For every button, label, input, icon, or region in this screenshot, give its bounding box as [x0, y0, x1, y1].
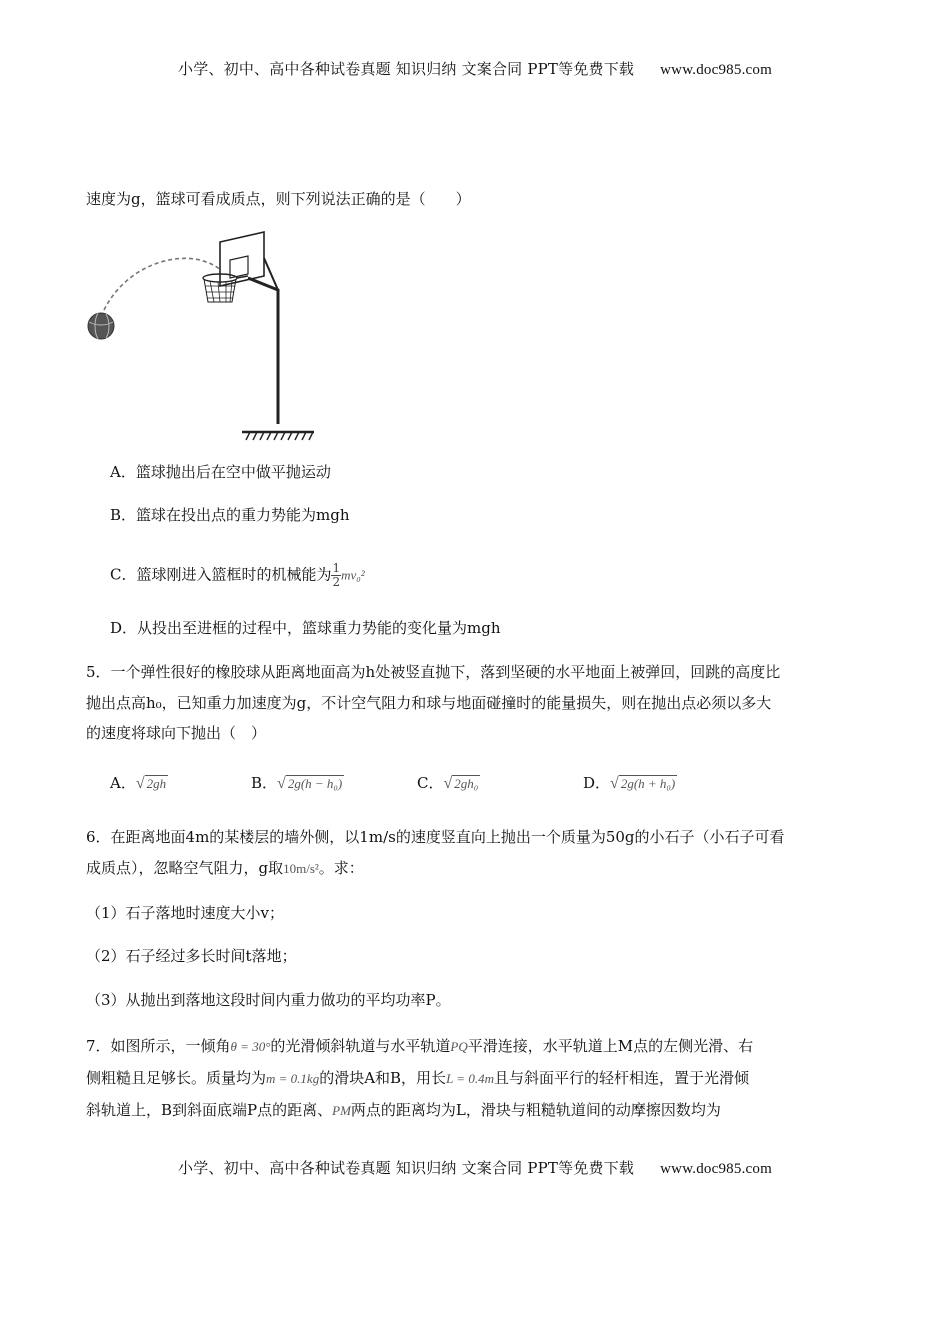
q5-option-b-expr: 2g(h − h₀): [287, 776, 343, 791]
q7-line-1: [86, 1036, 753, 1057]
length-value: L = 0.4m: [446, 1071, 494, 1086]
q4-option-a: A．篮球抛出后在空中做平抛运动: [110, 463, 331, 481]
q5-option-d-label: D．: [583, 774, 611, 792]
q5-option-c: C．√ 2gh₀: [417, 774, 479, 792]
footer-text: 小学、初中、高中各种试卷真题 知识归纳 文案合同 PPT等免费下载: [178, 1159, 635, 1177]
q7-line-1-a: 7．如图所示，一倾角: [86, 1037, 231, 1055]
page-header: [0, 58, 950, 79]
q5-option-d-expr: 2g(h + h₀): [620, 776, 676, 791]
q5-option-c-label: C．: [417, 774, 444, 792]
header-text: 小学、初中、高中各种试卷真题 知识归纳 文案合同 PPT等免费下载: [178, 60, 635, 78]
angle-theta: θ = 30°: [230, 1039, 271, 1054]
q6-sub-3: （3）从抛出到落地这段时间内重力做功的平均功率P。: [86, 991, 451, 1009]
q7-line-1-b: 的光滑倾斜轨道与水平轨道: [270, 1037, 451, 1055]
q5-option-a: A．√ 2gh: [110, 774, 167, 792]
basketball-icon: [88, 313, 114, 339]
header-url[interactable]: www.doc985.com: [660, 62, 772, 78]
gravity-value: 10m/s²: [283, 861, 319, 876]
backboard: [220, 232, 264, 286]
page-footer: [0, 1157, 950, 1178]
kinetic-energy-expr: mv₀²: [341, 567, 365, 583]
q7-line-2-c: 且与斜面平行的轻杆相连，置于光滑倾: [493, 1069, 749, 1087]
q6-line-2-suffix: 。求：: [318, 859, 364, 877]
q6-sub-1: （1）石子落地时速度大小v；: [86, 904, 285, 922]
q5-option-c-expr: 2gh₀: [454, 776, 479, 791]
q6-line-2: [86, 858, 364, 879]
q7-line-3: [86, 1100, 721, 1121]
q4-option-c: [110, 562, 365, 589]
q5-line-3: 的速度将球向下抛出（ ）: [86, 724, 267, 742]
fraction-one-half: [331, 562, 341, 589]
basketball-hoop-figure: [80, 228, 320, 442]
frac-denominator: 2: [332, 575, 341, 589]
q5-option-b: B．√ 2g(h − h₀): [251, 774, 343, 792]
frac-numerator: 1: [332, 561, 341, 575]
q4-option-d: D．从投出至进框的过程中，篮球重力势能的变化量为mgh: [110, 619, 501, 637]
q6-line-2-text: 成质点），忽略空气阻力，g取: [86, 859, 284, 877]
q7-line-2-b: 的滑块A和B，用长: [319, 1069, 447, 1087]
q7-line-2: [86, 1068, 749, 1089]
q5-option-a-label: A．: [110, 774, 136, 792]
distance-pm: PM: [332, 1103, 351, 1118]
q6-sub-2: （2）石子经过多长时间t落地；: [86, 947, 297, 965]
q5-option-a-expr: 2gh: [146, 776, 167, 791]
mass-value: m = 0.1kg: [266, 1071, 320, 1086]
hoop-pole: [248, 258, 278, 424]
q5-option-b-label: B．: [251, 774, 278, 792]
q5-option-d: D．√ 2g(h + h₀): [583, 774, 676, 792]
q4-intro: 速度为g，篮球可看成质点，则下列说法正确的是（ ）: [86, 190, 471, 208]
q7-line-3-b: 两点的距离均为L，滑块与粗糙轨道间的动摩擦因数均为: [350, 1101, 721, 1119]
q4-option-c-text: C．篮球刚进入篮框时的机械能为: [110, 565, 332, 584]
q5-line-1: 5．一个弹性很好的橡胶球从距离地面高为h处被竖直抛下，落到坚硬的水平地面上被弹回，回跳的高度比: [86, 663, 781, 681]
q6-line-1: 6．在距离地面4m的某楼层的墙外侧，以1m/s的速度竖直向上抛出一个质量为50g的小石子（小石子可看: [86, 828, 785, 846]
q5-line-2: 抛出点高h₀，已知重力加速度为g，不计空气阻力和球与地面碰撞时的能量损失，则在抛出点必须以多大: [86, 694, 772, 712]
q7-line-1-c: 平滑连接，水平轨道上M点的左侧光滑、右: [467, 1037, 754, 1055]
q7-line-3-a: 斜轨道上，B到斜面底端P点的距离、: [86, 1101, 333, 1119]
q7-line-2-a: 侧粗糙且足够长。质量均为: [86, 1069, 267, 1087]
q4-option-b: B．篮球在投出点的重力势能为mgh: [110, 506, 350, 524]
footer-url[interactable]: www.doc985.com: [660, 1161, 772, 1177]
ground: [242, 432, 314, 440]
track-pq: PQ: [450, 1039, 468, 1054]
